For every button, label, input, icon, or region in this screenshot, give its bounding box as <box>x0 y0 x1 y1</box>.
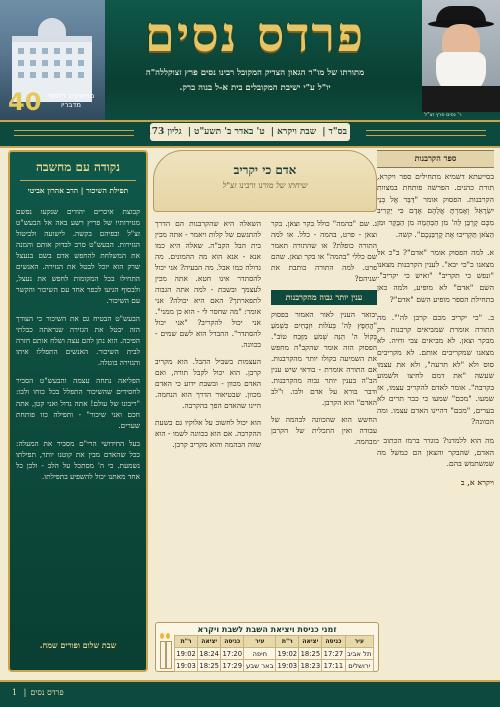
right-paragraph-2: א. למה הפסוק אומר "אדם"? ב"כ אל מצאנו כ"כי יבא". לענין הקרבנות מצאנו "ונפש כי תקריב" "ואיש כי יקריב". השם "אדם" לא מופיע, ולמה כאן בתחילת הספר מופיע השם "אדם"? <box>377 248 494 304</box>
anniversary-badge <box>8 88 103 116</box>
times-title <box>156 625 378 634</box>
footer <box>0 680 500 707</box>
times-cell: 19:02 <box>277 649 298 658</box>
issue-info: בס"ד| שבת ויקרא| ט' באדר ב' תשע"ט| גליון 173 <box>150 123 350 141</box>
left-paragraph-1: קבוצת איכרים יהודים שנקעו נפשם מגזירותיו של פריץ רשע באה אל הבעש"ט זצ"ל ובפיהם בקשה. לישועה ולביטול הגזירות. הבעש"ט סרב לבדוק אותם והמנה את המשלחת להחפש אדם בשם בנעצל שרק הוא יוכל לבטל את הגזירה. האנשים התחילו בכל המקומות לחפש את נעצל, ולבסוף הגיעו לכפר אחד עם השיכור והקשר עם השיכור. <box>16 207 140 305</box>
times-row <box>175 648 374 660</box>
times-cell: 17:27 <box>323 649 344 658</box>
times-cell: 17:20 <box>222 649 243 658</box>
ornament-left <box>14 130 134 136</box>
times-header: ר"ת <box>175 636 198 648</box>
times-cell: 17:11 <box>323 661 344 670</box>
times-header: כניסה <box>221 636 244 648</box>
rabbi-portrait <box>422 0 500 112</box>
times-cell: 17:29 <box>222 661 243 670</box>
times-cell: 19:03 <box>176 661 196 670</box>
article-title: אדם כי יקריב <box>233 163 297 177</box>
times-cell: חיפה <box>244 648 276 660</box>
anniversary-number: 40 <box>8 88 42 116</box>
article-a-paragraph-2: יבואר הענין לאור האמור בפסוק "הֲחֵפֶץ לַה' בְּעֹלוֹת וּזְבָחִים כִּשְׁמֹעַ בְּקוֹל ה' הִנֵּה שְׁמֹעַ מִזֶּבַח טוֹב". הפסוק הזה אומר שהקב"ה מחפש את השמיעה בקולו יותר מהקרבנות. אם התורה אומרת - בודאי שיש ענין הב"ה בענין יותר גבוה מהקרבנות. ודבר בורא על אדם ולבו. ו"לב האדם" הוא הקרבן. <box>271 310 377 407</box>
times-header: עיר <box>244 636 276 648</box>
scroll-heading <box>153 150 377 212</box>
portrait-caption: ר' נסים פרץ זצ"ל <box>424 112 462 118</box>
issue-bar <box>0 120 500 148</box>
header <box>0 0 500 120</box>
yeshiva-building-photo <box>0 0 105 120</box>
footer-name: פרדס נסים <box>30 688 64 697</box>
newsletter-title: פרדס נסים <box>144 7 366 63</box>
times-header: כניסה <box>322 636 345 648</box>
right-heading: ספר הקרבנות <box>377 150 494 168</box>
article-a-paragraph-1: נ. שם "בהמה" כולל בקר וצאן. בקר וצאן - פרט, בהמה - כלל. או למה התורה כופלת? או שהתורה תאמר שם כללי "בהמה" או בקר וצאן. שהם פרט. למה התורה כותבת את שניהם? <box>271 219 377 283</box>
footer-page: 1 <box>12 688 18 697</box>
left-paragraph-3: הפליאה נתחה עצמה והבעש"ט הסביר לחסידים שהשיכור התפלל בכל כוחו ולבו: "ריבונו של עולם! אתה גדול ואני קטן, אתה חכם ואני שיכור" - ותפילה כזו פותחת שערים. <box>16 376 140 430</box>
middle-column <box>155 150 377 672</box>
right-column <box>377 150 494 672</box>
times-title-text: זמני כניסת ויציאת השבת <box>245 625 337 634</box>
issue-date: ט' באדר ב' תשע"ט <box>194 127 265 137</box>
times-cell: 18:23 <box>300 661 321 670</box>
right-paragraph-1: בסייעתא דשמיא מתחילים ספר ויקרא, תורת כהנים. הפרשה פותחת במצוות הקרבנות. הפסוק אומר "דַּבֵּר אֶל בְּנֵי יִשְׂרָאֵל וְאָמַרְתָּ אֲלֵהֶם אָדָם כִּי יַקְרִיב מִכֶּם קָרְבָּן לַה' מִן הַבְּהֵמָה מִן הַבָּקָר וּמִן הַצֹּאן תַּקְרִיבוּ אֶת קָרְבַּנְכֶם". קשה. <box>377 171 494 239</box>
shabbat-times-box <box>155 622 379 672</box>
article-col-b <box>155 218 261 456</box>
issue-label: בס"ד <box>328 127 347 137</box>
subtitle-line-2: יו"ל ע"י ישיבת המקובלים בית א-ל בנוה ברק. <box>179 83 331 93</box>
left-paragraph-2: הבעש"ט הבטיח גם את השיכור כי הצורך הזה יבטל את הגזירה שנראתה כבלתי הפיכה. הוא נתן להם עצה ושלח אותם חזרה לבית השיכור. האנשים התפללו איתו והגזירה בוטלה. <box>16 313 140 368</box>
right-caption: ויקרא א, ב <box>460 477 494 487</box>
times-cell: 19:02 <box>176 649 196 658</box>
times-cell: 18:25 <box>199 661 219 670</box>
times-header-row <box>175 636 374 648</box>
article-b-paragraph-2: העצמות בשביל ההבל. הוא מקריב קרבן. הוא יכול לקבל תורה, ואם האדם מכוון - ובשבת ידוע כי האדם מכוון. שבטיאור הדרך הוא הנחמה. היינו שהאדם הפך בהקרבה. <box>155 357 261 410</box>
footer-text: פרדס נסים| 1 <box>12 688 64 697</box>
article-subtitle: שיחתו של מורנו ורבינו זצ"ל <box>222 181 308 190</box>
times-cell: 18:24 <box>199 649 219 658</box>
right-paragraph-3: ב. "כי יקריב מכם קרבן לה'". מה התורה אומרת שמביאים קרבנות רק מבקר וצאן. לא מביאים צבי וחיה. לא מצאנו שמקריבים אותם. לא מקריבים סוס ולא "לא תרעה", ולא את עצמו שעשה "את דמם לחיצו ולשמוע בקרבה". אומר לאדם להקריב עצמו, אז שמעו. "מכם" שמעו כי כבר תרים לא בערים, "מכם" דהיינו האדם עצמו. ומה הכוונה? <box>377 313 494 427</box>
times-cell: 18:25 <box>300 649 321 658</box>
times-subtitle: לשבת ויקרא <box>197 625 244 634</box>
left-author-label: תפילת השיכור <box>86 186 129 195</box>
issue-number: גליון 173 <box>145 127 182 137</box>
left-author: הרב אהרון אביטי <box>27 186 79 195</box>
times-header: ר"ת <box>276 636 299 648</box>
times-cell: 19:03 <box>277 661 298 670</box>
anniversary-text: ממשיכים ללמוד מדבריו <box>47 92 95 109</box>
left-paragraph-4: בעל החידושי הרי"ם מסביר את המעלה: ככל שהאדם מבין את קוטנו יותר, תפילתו נשמעת. כי ה' מסתכל על הלב - ולכן כל אחד מאתנו יכול להשפיע בתפילתו. <box>16 438 140 482</box>
article-b-paragraph-1: השאלה היא שהקרבנות הם הדרך להתגשם של קלות ויאמר - אתה מכין בית הבל הקב"ה. שאלה היא כמו אנא - אנא הוא מה ההמונים. מה גדולה כמו אבל. מה הבעיה? אני יכול להסתדר אינו חטא. אתה מכין לעצמך ובשבת - למה אתה הגבוה לתפארתך? האם היא יכולה? אני אומר: "מה שחסר לי - הוא כן ממני". אני יכול להקריב? "אני יכול להסתדר". ההבדל הוא לשם שמים - בכוונה. <box>155 219 261 349</box>
left-author-line: תפילת השיכור | הרב אהרון אביטי <box>27 186 129 195</box>
times-table <box>174 635 374 672</box>
left-divider <box>20 180 136 181</box>
times-cell: באר שבע <box>244 660 276 672</box>
right-paragraph-4: מה הוא ללמדנו? בוגדר ברמז הכתוב - האדם, שהבקר והצאן הם כמשל מה שמשתמש בהם. <box>377 436 494 469</box>
article-b-paragraph-3: הוא יכול לחשוב על אלוקיו גם בשעת ההקרבה. אם הוא בכוונה לשמו - הוא שווה הבהמה והוא מקריב קרבן. <box>155 418 261 449</box>
candles-icon <box>158 631 172 669</box>
left-column <box>8 150 148 672</box>
times-header: עיר <box>345 636 374 648</box>
times-row <box>175 660 374 672</box>
article-subhead: ענין יותר גבוה מהקרבנות <box>271 290 377 305</box>
left-title: נקודה עם מחשבה <box>35 160 121 174</box>
article-body <box>155 218 377 610</box>
ornament-right <box>366 130 486 136</box>
coat <box>422 86 500 112</box>
times-header: יציאה <box>299 636 322 648</box>
article-a-paragraph-3: החשש הוא שהכוונה לבהמה של עבודה ואין התכלית של הקרבן מבהמה. <box>271 415 377 446</box>
left-body <box>16 206 140 489</box>
issue-parsha: שבת ויקרא <box>277 127 317 137</box>
times-cell: תל אביב <box>345 648 374 660</box>
newsletter-subtitle <box>110 66 400 96</box>
left-closing: שבת שלום ופורים שמח. <box>39 640 117 650</box>
subtitle-line-1: מתורתו של מו"ר הגאון הצדיק המקובל רבינו נסים פרץ זצוקללה"ה <box>145 68 365 78</box>
times-header: יציאה <box>198 636 221 648</box>
times-cell: ירושלים <box>345 660 374 672</box>
article-col-a <box>271 218 377 453</box>
